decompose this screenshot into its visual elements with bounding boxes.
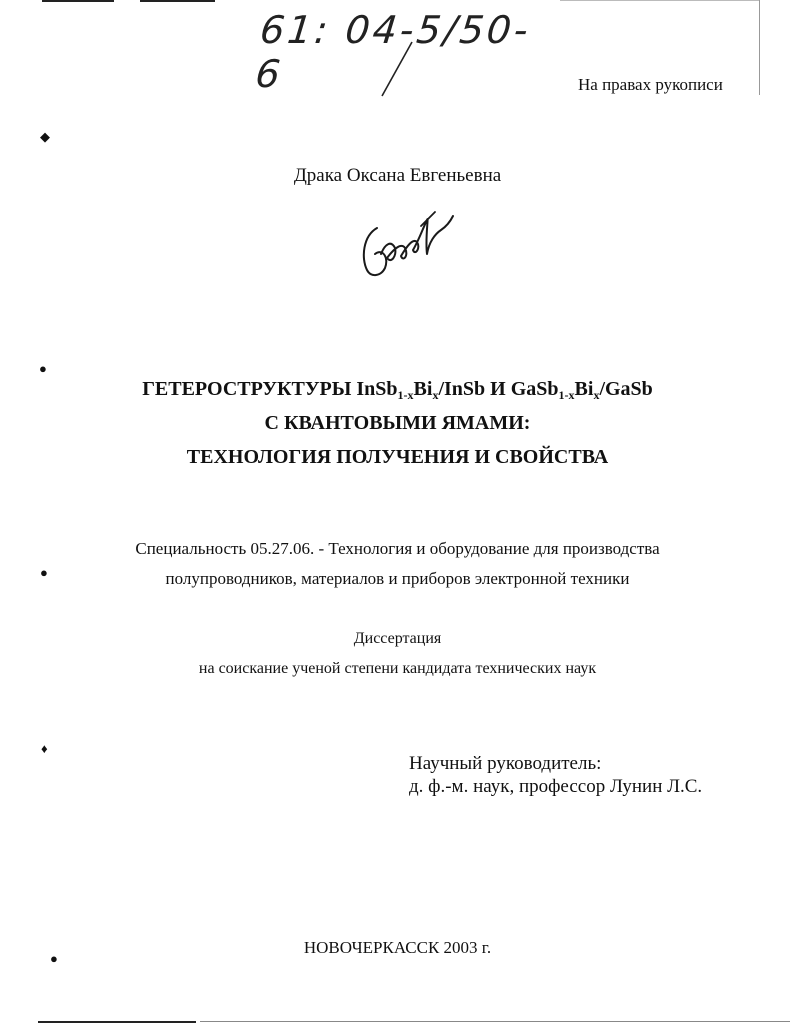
margin-dot-3: ● xyxy=(40,565,48,580)
author-name: Драка Оксана Евгеньевна xyxy=(293,165,502,186)
scan-bottom-edge-left xyxy=(38,1021,196,1023)
scan-top-edge-right xyxy=(560,0,760,1)
supervisor-label: Научный руководитель: xyxy=(409,753,602,774)
rights-note: На правах рукописи xyxy=(578,75,723,94)
supervisor-name: д. ф.-м. наук, профессор Лунин Л.С. xyxy=(409,776,703,797)
archive-code: 61: 04-5/50-6 xyxy=(253,8,534,96)
thesis-title-line-1: ГЕТЕРОСТРУКТУРЫ $InSb_{1-x}Bi_x$/InSb И $GaSb_{1-x}Bi_x$/GaSb xyxy=(142,378,653,402)
scan-top-edge-left xyxy=(42,0,114,2)
margin-dot-4: ♦ xyxy=(41,741,48,756)
scan-top-edge-mid xyxy=(140,0,215,2)
author-signature xyxy=(355,198,465,283)
margin-dot-1: ◆ xyxy=(40,129,50,144)
dissertation-label: Диссертация xyxy=(353,630,442,647)
thesis-title-line-3: ТЕХНОЛОГИЯ ПОЛУЧЕНИЯ И СВОЙСТВА xyxy=(186,446,609,468)
specialty-line-2: полупроводников, материалов и приборов электронной техники xyxy=(165,569,630,588)
archive-slash-stroke xyxy=(378,40,418,100)
degree-statement: на соискание ученой степени кандидата технических наук xyxy=(198,660,597,677)
margin-dot-2: ● xyxy=(39,361,47,376)
margin-dot-5: ● xyxy=(50,951,58,966)
scan-bottom-edge-right xyxy=(200,1021,790,1022)
city-year: НОВОЧЕРКАССК 2003 г. xyxy=(303,938,492,957)
scan-right-edge xyxy=(759,0,760,95)
specialty-line-1: Специальность 05.27.06. - Технология и оборудование для производства xyxy=(135,539,660,558)
thesis-title-line-2: С КВАНТОВЫМИ ЯМАМИ: xyxy=(264,412,531,434)
